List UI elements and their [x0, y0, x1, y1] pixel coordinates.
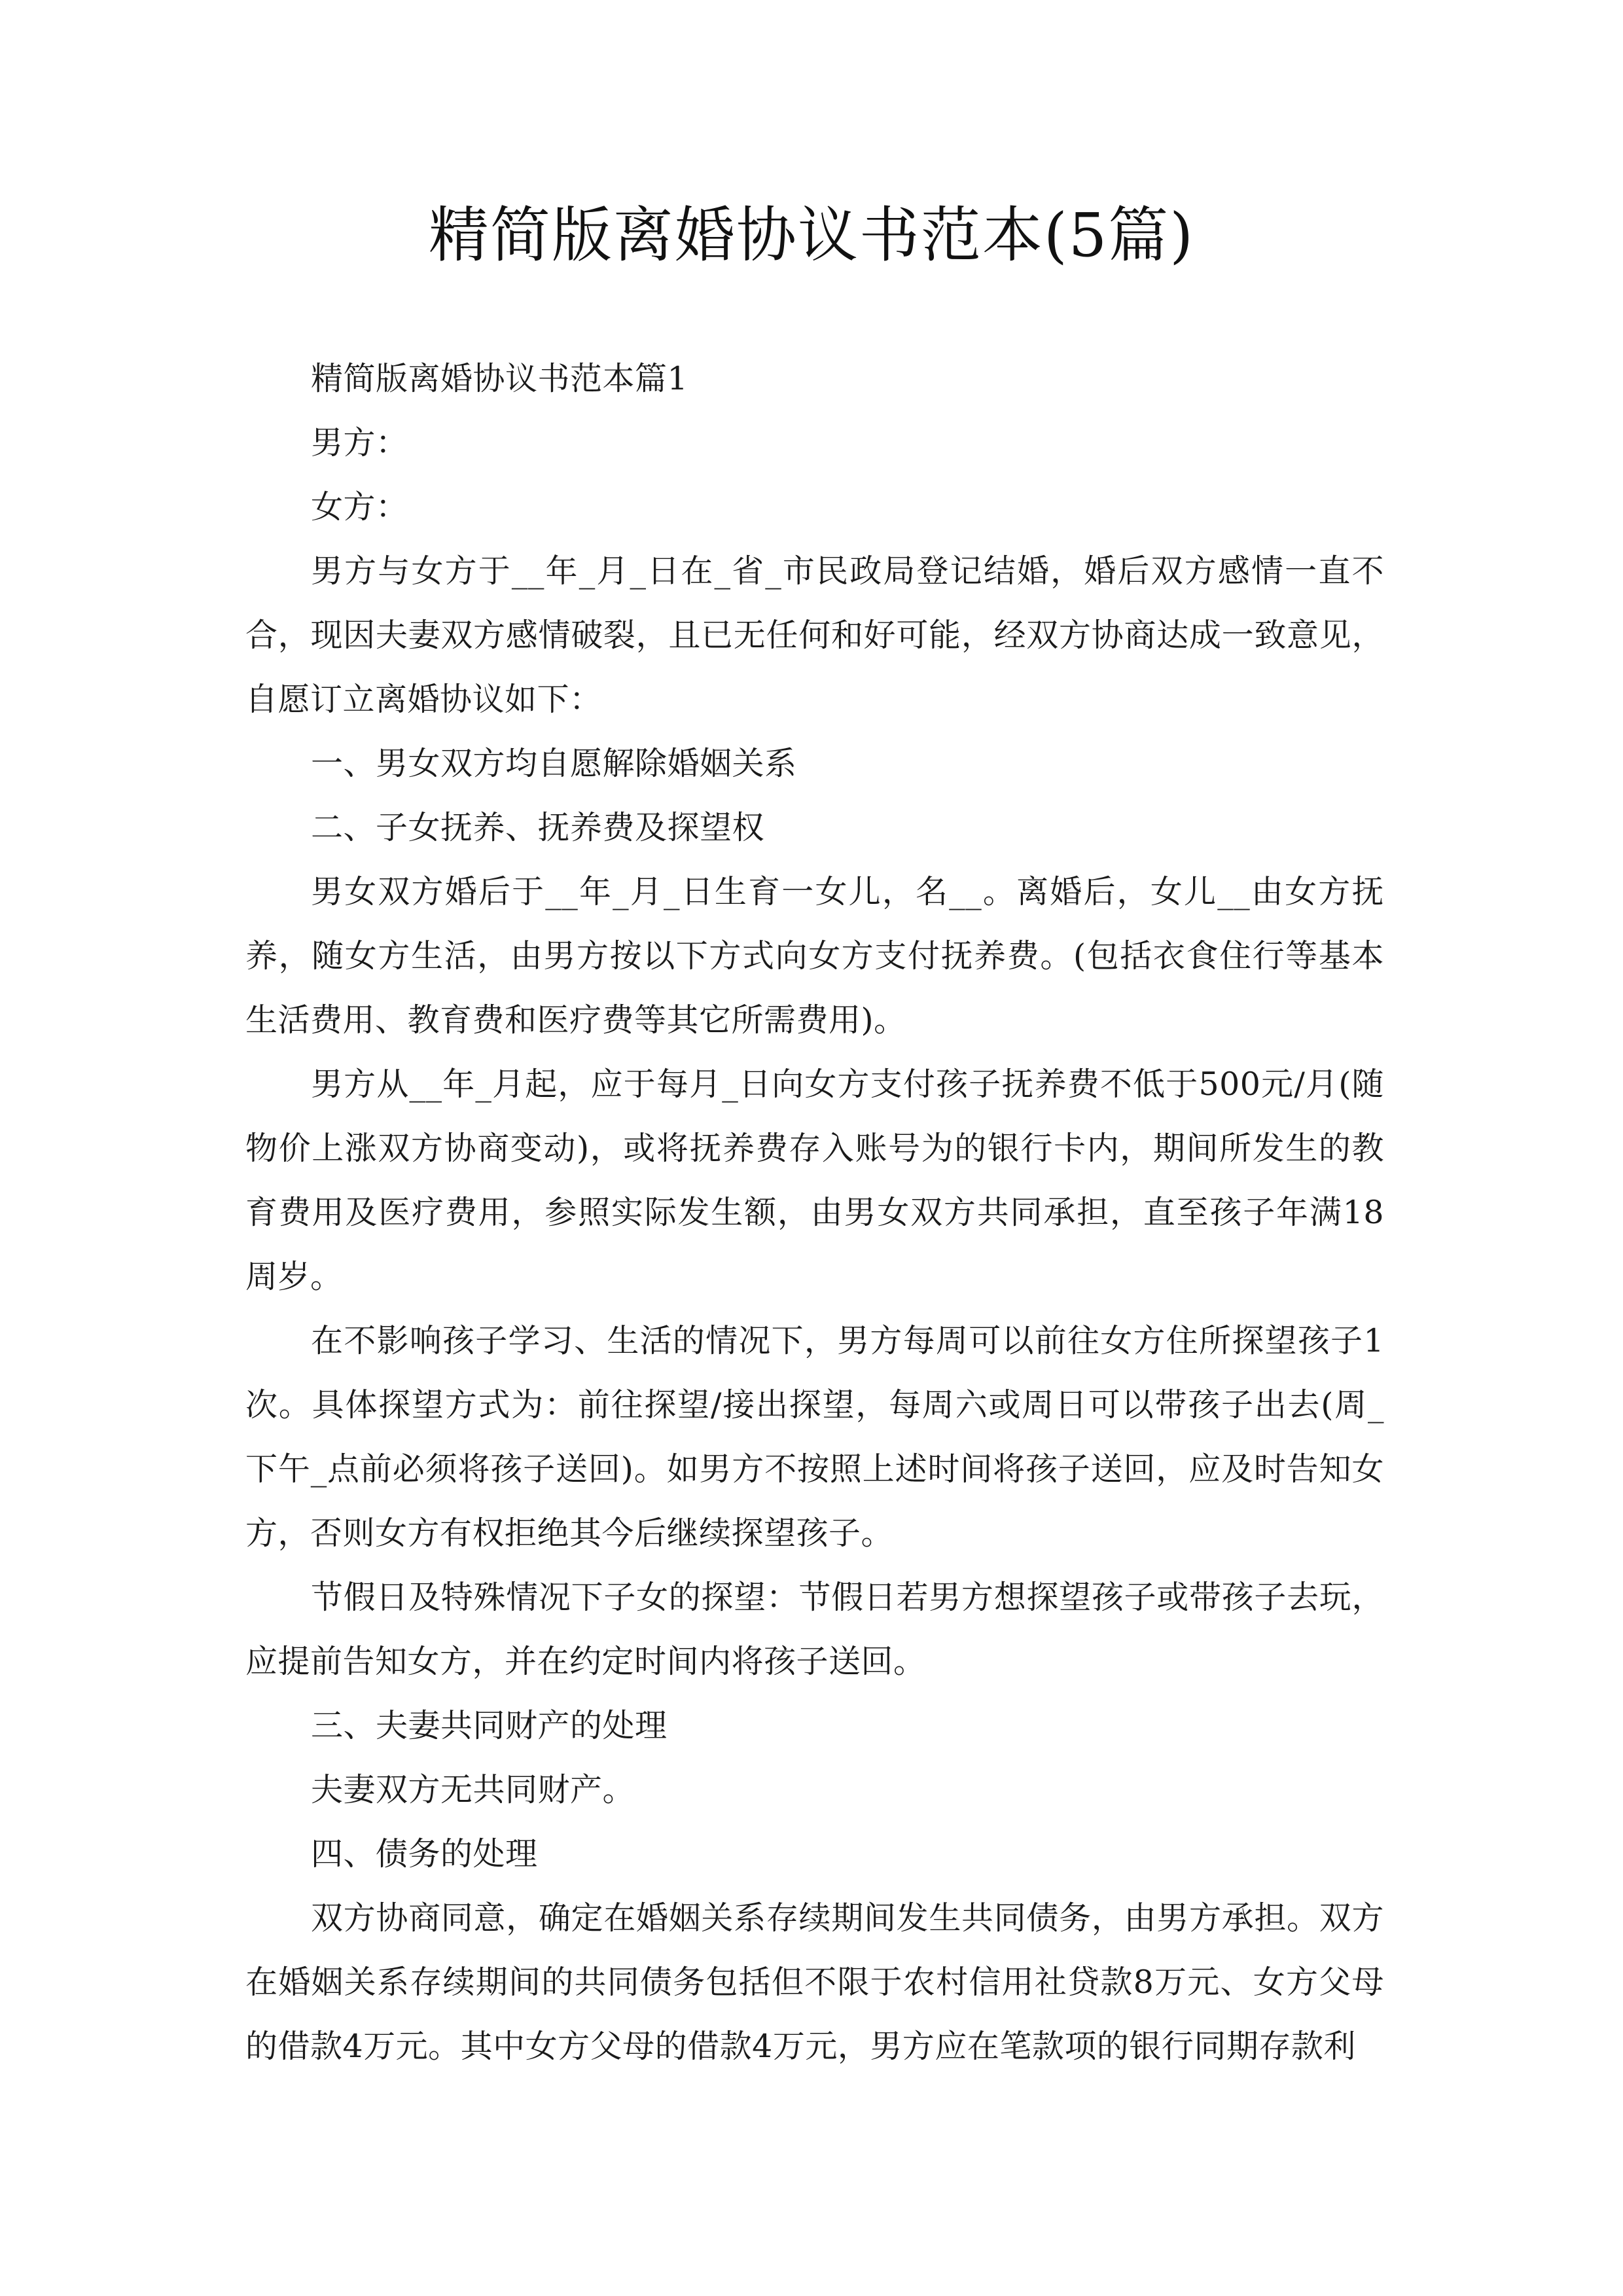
section-heading: 精简版离婚协议书范本篇1 — [311, 360, 688, 397]
paragraph: 在不影响孩子学习、生活的情况下，男方每周可以前往女方住所探望孩子1次。具体探望方式为：前往探望/接出探望，每周六或周日可以带孩子出去(周_下午_点前必须将孩子送回)。如男方不按照上述时间将孩子送回，应及时告知女方，否则女方有权拒绝其今后继续探望孩子。 — [245, 1322, 1384, 1552]
paragraph: 夫妻双方无共同财产。 — [311, 1771, 635, 1808]
paragraph: 男方从__年_月起，应于每月_日向女方支付孩子抚养费不低于500元/月(随物价上涨双方协商变动)，或将抚养费存入账号为的银行卡内，期间所发生的教育费用及医疗费用，参照实际发生额，由男女双方共同承担，直至孩子年满18周岁。 — [245, 1066, 1384, 1295]
document-body — [245, 347, 1384, 2079]
clause-heading: 三、夫妻共同财产的处理 — [311, 1707, 668, 1744]
paragraph: 节假日及特殊情况下子女的探望：节假日若男方想探望孩子或带孩子去玩，应提前告知女方，并在约定时间内将孩子送回。 — [245, 1579, 1384, 1680]
clause-heading: 二、子女抚养、抚养费及探望权 — [311, 809, 765, 846]
paragraph: 男方与女方于__年_月_日在_省_市民政局登记结婚，婚后双方感情一直不合，现因夫妻双方感情破裂，且已无任何和好可能，经双方协商达成一致意见，自愿订立离婚协议如下： — [245, 552, 1384, 718]
clause-heading: 一、男女双方均自愿解除婚姻关系 — [311, 745, 797, 782]
party-female-label: 女方： — [311, 488, 408, 526]
clause-heading: 四、债务的处理 — [311, 1835, 538, 1873]
paragraph: 双方协商同意，确定在婚姻关系存续期间发生共同债务，由男方承担。双方在婚姻关系存续期间的共同债务包括但不限于农村信用社贷款8万元、女方父母的借款4万元。其中女方父母的借款4万元，男方应在笔款项的银行同期存款利 — [245, 1899, 1384, 2065]
paragraph: 男女双方婚后于__年_月_日生育一女儿，名__。离婚后，女儿__由女方抚养，随女方生活，由男方按以下方式向女方支付抚养费。(包括衣食住行等基本生活费用、教育费和医疗费等其它所需费用)。 — [245, 873, 1384, 1039]
party-male-label: 男方： — [311, 424, 408, 461]
document-title: 精简版离婚协议书范本(5篇) — [428, 200, 1195, 270]
